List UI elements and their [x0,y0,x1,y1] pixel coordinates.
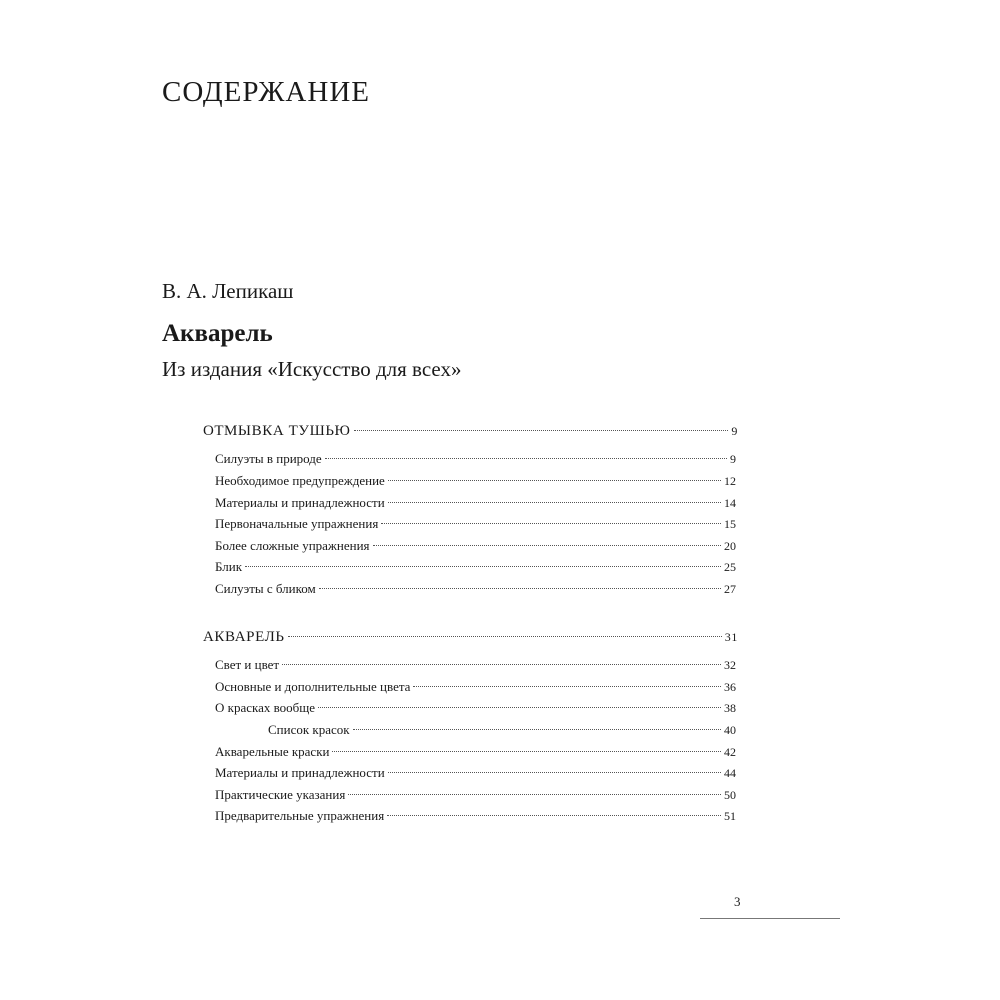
toc-page-number: 44 [724,766,736,780]
dot-leader [413,686,721,687]
toc-item-title: Более сложные упражнения [215,538,370,553]
toc-item-title: Первоначальные упражнения [215,516,379,531]
book-subtitle: Из издания «Искусство для всех» [162,357,462,381]
toc-item[interactable] [215,579,736,599]
toc-page-number: 12 [724,474,736,488]
toc-page-number: 32 [724,658,736,672]
toc-item-title: Основные и дополнительные цвета [215,679,411,694]
toc-item[interactable] [215,557,736,577]
toc-item[interactable] [215,449,736,469]
toc-item-title: Материалы и принадлежности [215,765,385,780]
dot-leader [387,815,721,816]
toc-section-title: АКВАРЕЛЬ [203,629,285,645]
toc-page-number: 31 [724,630,738,644]
dot-leader [288,636,722,637]
dot-leader [319,588,721,589]
dot-leader [373,545,721,546]
toc-item-title: Свет и цвет [215,657,280,672]
dot-leader [388,772,721,773]
toc-item[interactable] [215,806,736,826]
toc-section[interactable] [203,421,738,441]
toc-page-number: 9 [730,452,736,466]
toc-page-number: 25 [724,560,736,574]
dot-leader [348,794,721,795]
toc-item-title: Блик [215,559,243,574]
toc-page-number: 36 [724,680,736,694]
dot-leader [353,729,721,730]
page-heading: СОДЕРЖАНИЕ [162,76,370,108]
toc-item-title: Список красок [268,722,350,737]
toc-section-title: ОТМЫВКА ТУШЬЮ [203,423,351,439]
author-name: В. А. Лепикаш [162,279,294,303]
toc-page-number: 51 [724,809,736,823]
toc-page-number: 38 [724,701,736,715]
dot-leader [388,502,721,503]
toc-item-title: Практические указания [215,787,346,802]
toc-item[interactable] [215,655,736,675]
toc-item[interactable] [215,493,736,513]
toc-item-title: Предварительные упражнения [215,808,385,823]
dot-leader [332,751,721,752]
toc-item[interactable] [215,677,736,697]
dot-leader [381,523,721,524]
toc-page-number: 15 [724,517,736,531]
dot-leader [325,458,727,459]
toc-item[interactable] [215,698,736,718]
toc-page-number: 9 [731,424,738,438]
toc-item-title: Силуэты с бликом [215,581,316,596]
toc-page-number: 27 [724,582,736,596]
footer-rule [700,918,840,919]
toc-page-number: 20 [724,539,736,553]
toc-page-number: 42 [724,745,736,759]
dot-leader [388,480,721,481]
toc-item[interactable] [215,514,736,534]
dot-leader [282,664,721,665]
toc-item[interactable] [215,763,736,783]
toc-item[interactable] [215,785,736,805]
book-title: Акварель [162,320,273,347]
toc-item-title: Силуэты в природе [215,451,322,466]
toc-item-title: Необходимое предупреждение [215,473,385,488]
toc-item-title: Материалы и принадлежности [215,495,385,510]
dot-leader [354,430,729,431]
toc-section[interactable] [203,627,738,647]
toc-item[interactable] [268,720,736,740]
toc-item[interactable] [215,471,736,491]
toc-page-number: 40 [724,723,736,737]
toc-item[interactable] [215,536,736,556]
toc-item-title: О красках вообще [215,700,316,715]
dot-leader [318,707,721,708]
toc-item[interactable] [215,742,736,762]
toc-page-number: 50 [724,788,736,802]
dot-leader [245,566,721,567]
toc-item-title: Акварельные краски [215,744,330,759]
folio-page-number: 3 [734,894,741,909]
toc-page-number: 14 [724,496,736,510]
